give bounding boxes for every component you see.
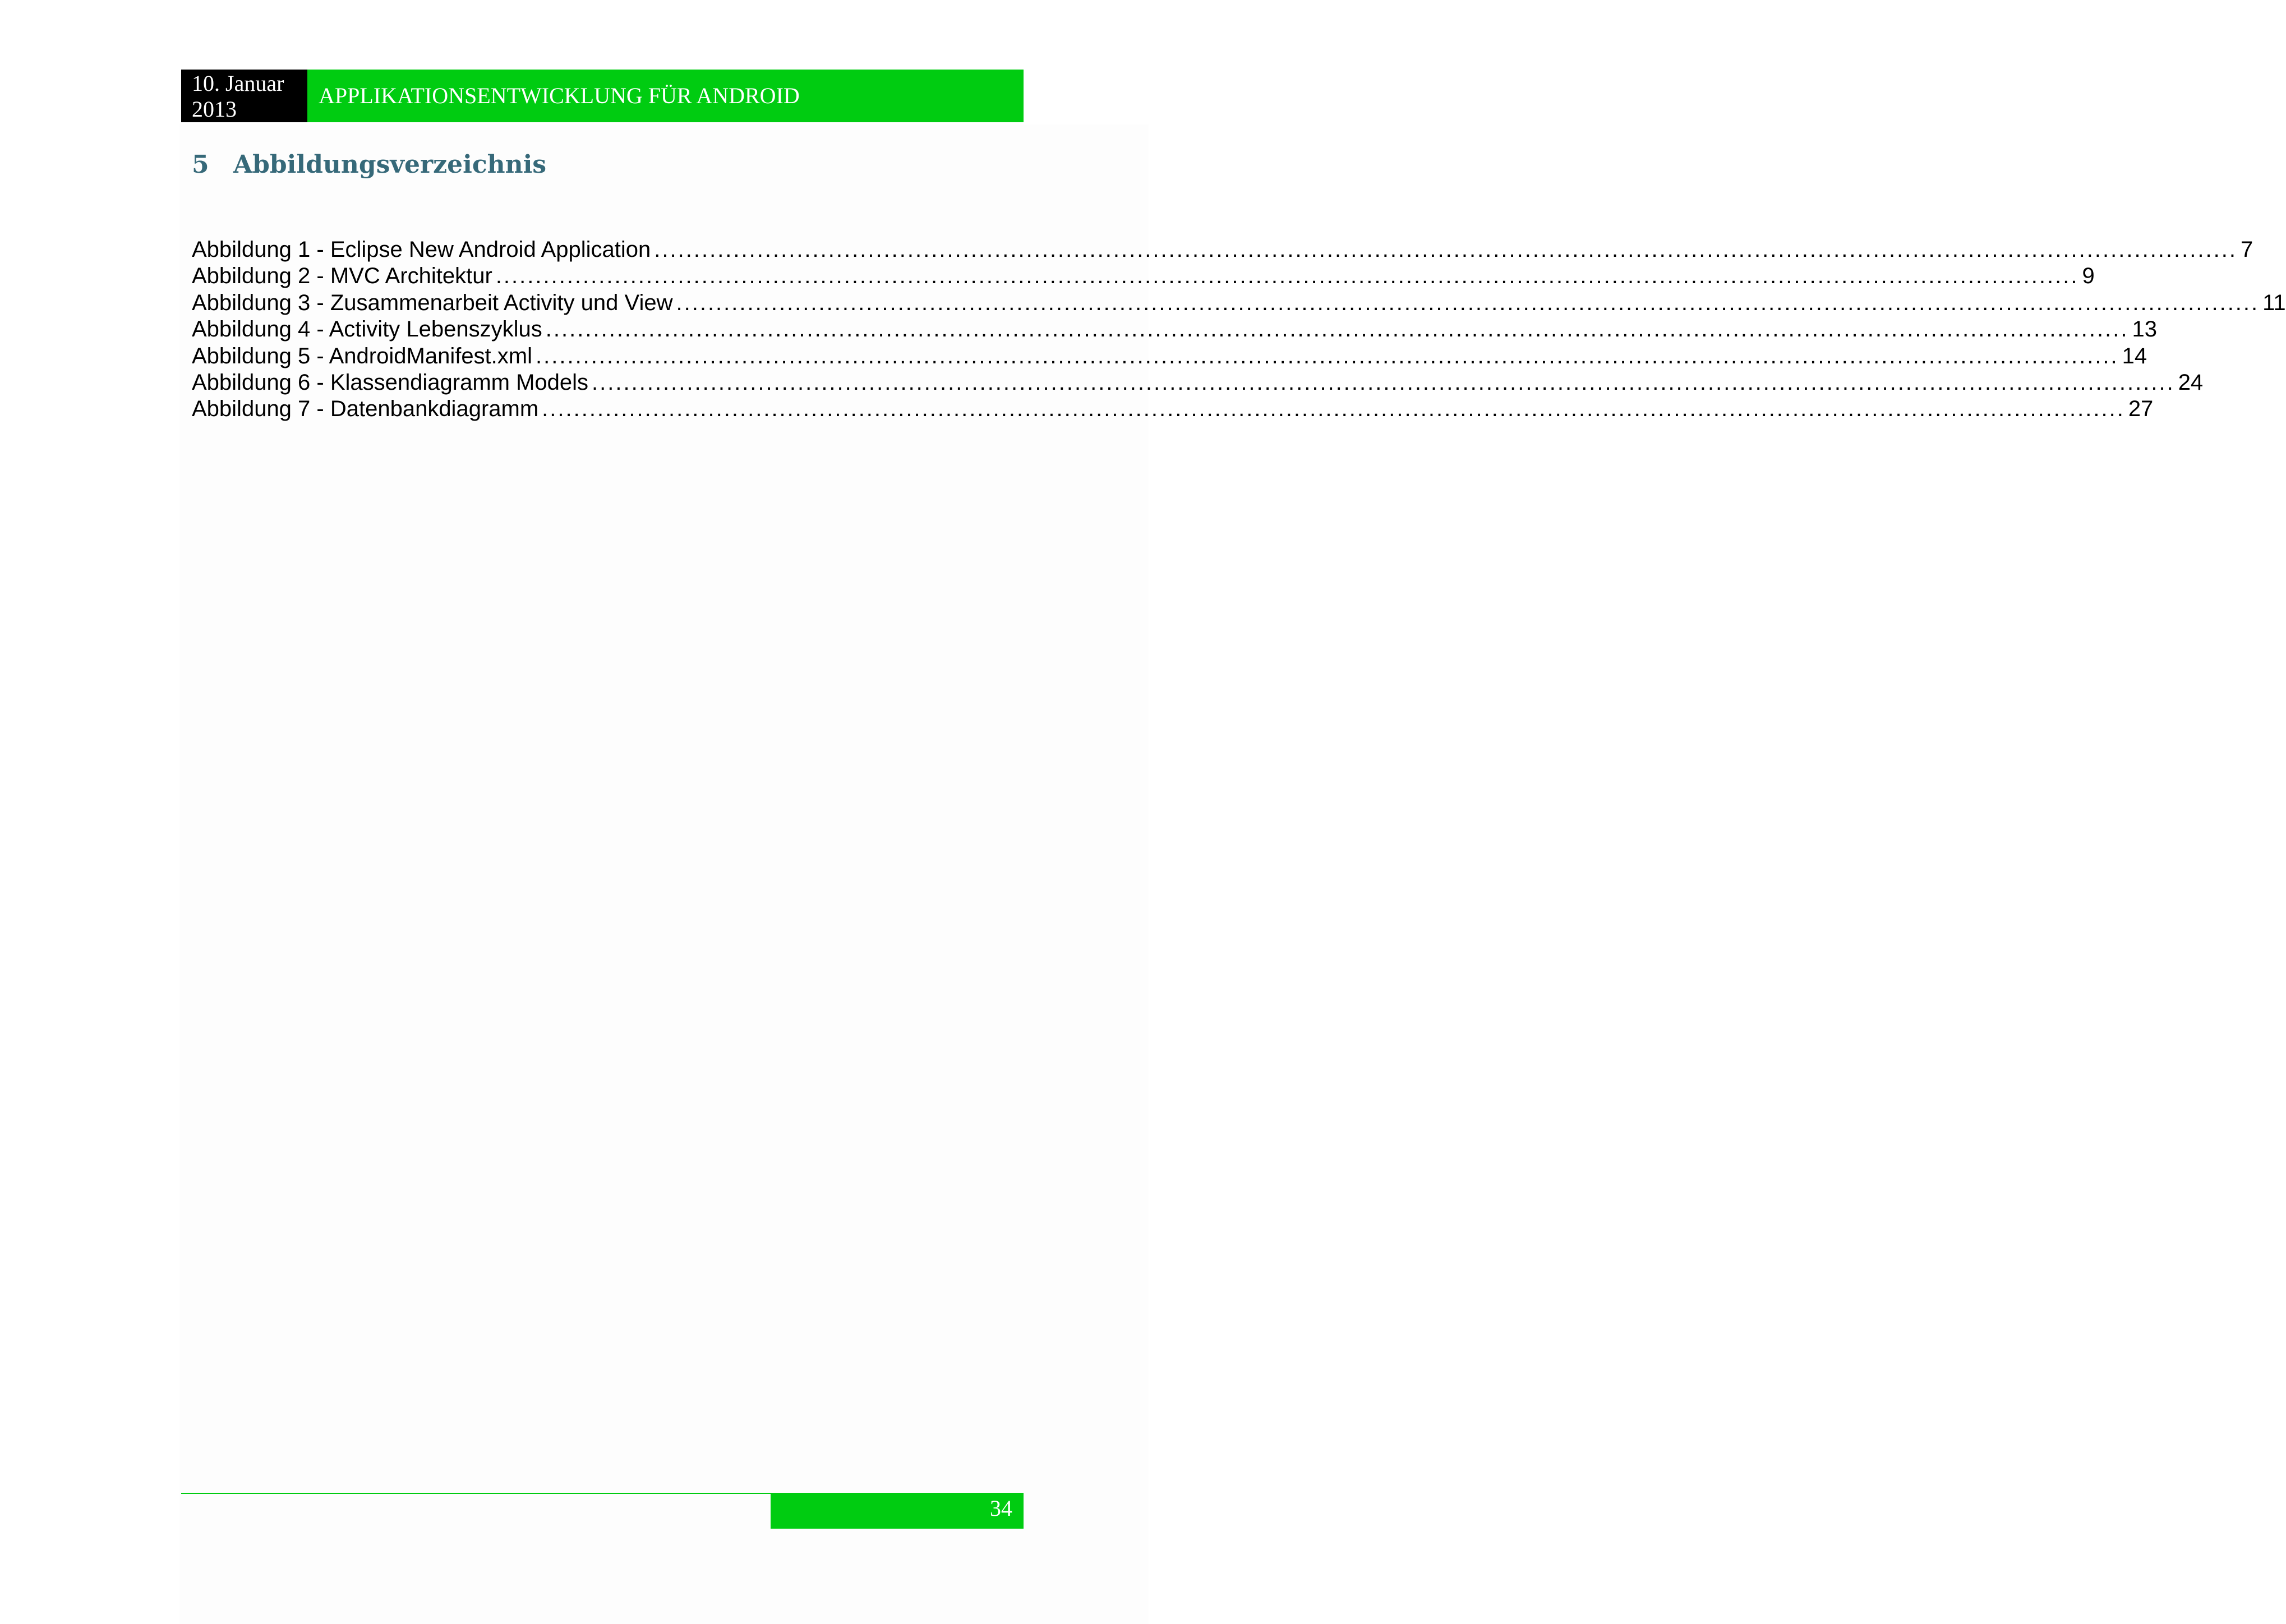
list-of-figures: [192, 237, 2286, 423]
toc-entry[interactable]: [192, 343, 2147, 370]
toc-entry-label: Abbildung 5 - AndroidManifest.xml: [192, 343, 532, 368]
toc-entry-label: Abbildung 3 - Zusammenarbeit Activity und View: [192, 290, 673, 315]
toc-entry[interactable]: [192, 316, 2157, 343]
toc-entry[interactable]: [192, 290, 2286, 316]
toc-entry-label: Abbildung 2 - MVC Architektur: [192, 264, 492, 289]
header-date-day: 10. Januar: [192, 71, 284, 96]
toc-entry[interactable]: [192, 263, 2095, 289]
toc-entry-page: 27: [2128, 396, 2154, 422]
toc-entry[interactable]: [192, 396, 2154, 422]
toc-entry-label: Abbildung 4 - Activity Lebenszyklus: [192, 317, 542, 342]
toc-leader-dots: ........................................................................................................................................................................................................: [542, 396, 2125, 422]
toc-entry-page: 14: [2122, 343, 2147, 368]
toc-entry[interactable]: [192, 237, 2253, 263]
header-date-year: 2013: [192, 96, 237, 122]
section-title: Abbildungsverzeichnis: [233, 150, 547, 179]
toc-leader-dots: ........................................................................................................................................................................................................: [676, 290, 2260, 315]
header-date: [181, 70, 307, 122]
toc-entry-label: Abbildung 1 - Eclipse New Android Application: [192, 237, 651, 262]
toc-leader-dots: ........................................................................................................................................................................................................: [495, 264, 2079, 289]
toc-leader-dots: ........................................................................................................................................................................................................: [536, 343, 2119, 368]
toc-entry-label: Abbildung 7 - Datenbankdiagramm: [192, 396, 539, 422]
toc-leader-dots: ........................................................................................................................................................................................................: [592, 370, 2175, 395]
toc-entry-page: 7: [2240, 237, 2253, 262]
toc-entry-label: Abbildung 6 - Klassendiagramm Models: [192, 370, 589, 395]
section-number: 5: [192, 150, 209, 179]
toc-entry-page: 9: [2082, 264, 2095, 289]
page-title: [192, 148, 546, 182]
toc-entry[interactable]: [192, 370, 2204, 396]
page-number: 34: [771, 1493, 1024, 1529]
toc-entry-page: 11: [2262, 290, 2286, 315]
header-title: APPLIKATIONSENTWICKLUNG FÜR ANDROID: [307, 70, 1024, 122]
toc-entry-page: 24: [2178, 370, 2204, 395]
toc-leader-dots: ........................................................................................................................................................................................................: [545, 317, 2129, 342]
toc-entry-page: 13: [2132, 317, 2157, 342]
toc-leader-dots: ........................................................................................................................................................................................................: [654, 237, 2237, 262]
